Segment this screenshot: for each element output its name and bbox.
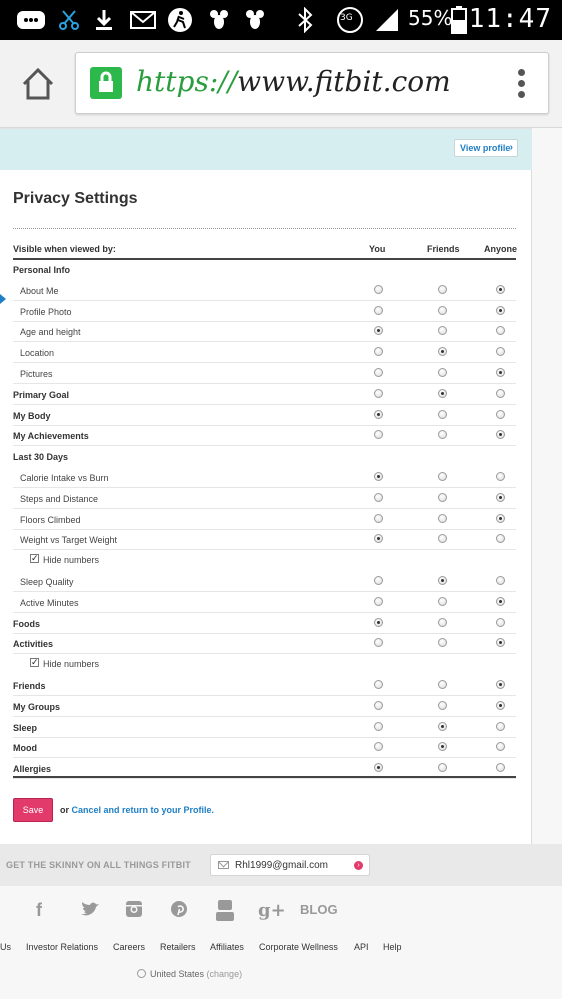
radio-anyone[interactable] (496, 368, 505, 377)
radio-anyone[interactable] (496, 514, 505, 523)
radio-friends[interactable] (438, 326, 447, 335)
radio-you[interactable] (374, 722, 383, 731)
radio-you[interactable] (374, 680, 383, 689)
radio-you[interactable] (374, 410, 383, 419)
cancel-link[interactable]: Cancel and return to your Profile. (71, 805, 215, 815)
status-bar (0, 0, 562, 40)
radio-friends[interactable] (438, 493, 447, 502)
privacy-settings-panel (0, 128, 532, 844)
table-bottom-divider (13, 776, 516, 778)
privacy-row (13, 592, 516, 613)
privacy-row (13, 633, 516, 654)
privacy-row (13, 405, 516, 426)
network-label: 3G (340, 13, 353, 23)
radio-you[interactable] (374, 618, 383, 627)
privacy-row-label: Weight vs Target Weight (20, 535, 118, 546)
country-selector (137, 969, 242, 979)
radio-friends[interactable] (438, 368, 447, 377)
privacy-row-label: Sleep Quality (20, 577, 74, 587)
google-plus-icon[interactable]: g+ (258, 900, 286, 921)
scissors-icon (56, 7, 82, 33)
message-icon (16, 7, 46, 33)
radio-you[interactable] (374, 389, 383, 398)
radio-you[interactable] (374, 347, 383, 356)
radio-friends[interactable] (438, 285, 447, 294)
url-scheme: https:// (136, 65, 238, 98)
privacy-row (13, 467, 516, 488)
privacy-row (13, 675, 516, 696)
radio-friends[interactable] (438, 597, 447, 606)
radio-anyone[interactable] (496, 472, 505, 481)
radio-friends[interactable] (438, 701, 447, 710)
newsletter-email-value: Rhl1999@gmail.com (235, 860, 328, 871)
radio-anyone[interactable] (496, 680, 505, 689)
radio-you[interactable] (374, 576, 383, 585)
privacy-row-label: Pictures (20, 369, 53, 379)
country-name: United States (150, 969, 205, 979)
privacy-row-label: About Me (20, 285, 59, 296)
privacy-row-label: Steps and Distance (20, 493, 99, 504)
web-page (0, 128, 562, 999)
privacy-row-label: Active Minutes (20, 597, 79, 608)
blog-link[interactable]: BLOG (300, 902, 338, 917)
radio-anyone[interactable] (496, 347, 505, 356)
hide-numbers-label: Hide numbers (43, 555, 100, 566)
radio-you[interactable] (374, 306, 383, 315)
privacy-row (13, 696, 516, 717)
radio-you[interactable] (374, 514, 383, 523)
radio-anyone[interactable] (496, 618, 505, 627)
lock-icon (90, 67, 122, 99)
radio-anyone[interactable] (496, 576, 505, 585)
privacy-row-label: Friends (13, 681, 46, 691)
radio-you[interactable] (374, 326, 383, 335)
privacy-row (13, 613, 516, 634)
browser-toolbar (0, 40, 562, 128)
privacy-row-label: Calorie Intake vs Burn (20, 473, 109, 483)
footer-link-affiliates[interactable]: Affiliates (210, 942, 244, 952)
radio-anyone[interactable] (496, 638, 505, 647)
privacy-row-label: My Achievements (13, 431, 89, 442)
privacy-row-label: Primary Goal (13, 389, 70, 400)
newsletter-bar (0, 844, 562, 886)
divider (13, 228, 516, 229)
instagram-icon[interactable] (125, 900, 143, 924)
battery-percent: 55% (408, 6, 453, 30)
radio-you[interactable] (374, 472, 383, 481)
privacy-row (13, 488, 516, 509)
url-host: www.fitbit.com (237, 65, 451, 98)
friends-column-header: Friends (427, 244, 460, 254)
fitness-icon (166, 7, 194, 33)
radio-anyone[interactable] (496, 722, 505, 731)
privacy-row (13, 280, 516, 301)
radio-friends[interactable] (438, 534, 447, 543)
radio-you[interactable] (374, 742, 383, 751)
radio-anyone[interactable] (496, 701, 505, 710)
save-button[interactable]: Save (13, 798, 53, 822)
view-profile-label: View profile (460, 143, 511, 153)
radio-anyone[interactable] (496, 430, 505, 439)
radio-anyone[interactable] (496, 763, 505, 772)
privacy-row (13, 425, 516, 446)
globe-icon (137, 969, 146, 978)
privacy-row (13, 384, 516, 405)
privacy-row-label: Age and height (20, 327, 81, 338)
privacy-row (13, 321, 516, 342)
privacy-row-label: Foods (13, 618, 40, 629)
more-options-icon[interactable] (518, 69, 526, 99)
envelope-icon (218, 861, 229, 869)
radio-anyone[interactable] (496, 597, 505, 606)
footer-link-api[interactable]: API (354, 942, 369, 952)
twitter-icon[interactable] (80, 900, 100, 924)
radio-you[interactable] (374, 285, 383, 294)
privacy-row-label: Last 30 Days (13, 452, 69, 463)
footer-link-retailers[interactable]: Retailers (160, 942, 196, 952)
radio-you[interactable] (374, 368, 383, 377)
facebook-icon[interactable]: f (36, 900, 42, 920)
newsletter-email-field[interactable] (210, 854, 370, 876)
radio-friends[interactable] (438, 306, 447, 315)
anyone-column-header: Anyone (484, 244, 518, 254)
privacy-row-label: Location (20, 348, 55, 359)
radio-you[interactable] (374, 597, 383, 606)
home-icon[interactable] (18, 64, 58, 104)
radio-friends[interactable] (438, 618, 447, 627)
radio-anyone[interactable] (496, 306, 505, 315)
side-arrow-icon (0, 294, 6, 304)
radio-anyone[interactable] (496, 534, 505, 543)
privacy-row-label: Allergies (13, 764, 52, 775)
footer-link-help[interactable]: Help (383, 942, 402, 952)
privacy-row (13, 301, 516, 322)
privacy-row (13, 737, 516, 758)
battery-icon (450, 7, 468, 33)
privacy-row (13, 571, 516, 592)
footer-link-careers[interactable]: Careers (113, 942, 146, 952)
radio-anyone[interactable] (496, 410, 505, 419)
radio-friends[interactable] (438, 472, 447, 481)
radio-you[interactable] (374, 430, 383, 439)
hide-numbers-checkbox[interactable]: ✓ (31, 657, 39, 668)
submit-arrow-icon[interactable]: › (354, 861, 363, 870)
radio-you[interactable] (374, 493, 383, 502)
privacy-row (13, 509, 516, 530)
footer-link-us[interactable]: Us (0, 942, 11, 952)
privacy-row-label: Activities (13, 639, 54, 650)
footer-link-corporate-wellness[interactable]: Corporate Wellness (259, 942, 338, 952)
privacy-row-label: Mood (13, 743, 37, 754)
radio-friends[interactable] (438, 514, 447, 523)
url-text (136, 65, 451, 98)
privacy-row-label: Personal Info (13, 265, 71, 275)
radio-friends[interactable] (438, 680, 447, 689)
radio-anyone[interactable] (496, 389, 505, 398)
download-icon (92, 7, 116, 33)
radio-friends[interactable] (438, 638, 447, 647)
radio-friends[interactable] (438, 410, 447, 419)
pinterest-icon[interactable] (170, 900, 188, 924)
privacy-row (13, 363, 516, 384)
chevron-right-icon: › (509, 142, 513, 153)
radio-friends[interactable] (438, 722, 447, 731)
privacy-row (13, 259, 516, 280)
cancel-line (60, 805, 214, 815)
youtube-icon[interactable] (215, 900, 235, 924)
radio-friends[interactable] (438, 430, 447, 439)
signal-icon (374, 7, 400, 33)
bee-icon (242, 7, 268, 33)
bluetooth-icon (294, 7, 316, 33)
radio-you[interactable] (374, 638, 383, 647)
url-bar[interactable] (75, 52, 549, 114)
radio-friends[interactable] (438, 576, 447, 585)
radio-friends[interactable] (438, 389, 447, 398)
bee-icon (206, 7, 232, 33)
radio-friends[interactable] (438, 742, 447, 751)
hide-numbers-label: Hide numbers (43, 659, 100, 670)
radio-anyone[interactable] (496, 285, 505, 294)
footer (0, 886, 562, 999)
radio-anyone[interactable] (496, 493, 505, 502)
radio-friends[interactable] (438, 347, 447, 356)
mail-icon (130, 7, 156, 33)
radio-you[interactable] (374, 701, 383, 710)
visibility-column-header: Visible when viewed by: (13, 244, 116, 254)
privacy-row-label: Sleep (13, 722, 38, 733)
radio-anyone[interactable] (496, 326, 505, 335)
privacy-row-label: Profile Photo (20, 306, 72, 317)
privacy-row-label: My Groups (13, 701, 61, 712)
radio-anyone[interactable] (496, 742, 505, 751)
hide-numbers-checkbox[interactable]: ✓ (31, 553, 39, 564)
newsletter-text: GET THE SKINNY ON ALL THINGS FITBIT (6, 860, 191, 870)
privacy-row-label: Floors Climbed (20, 514, 81, 525)
footer-link-investor-relations[interactable]: Investor Relations (26, 942, 99, 952)
privacy-row (13, 717, 516, 738)
hide-numbers-row (13, 550, 516, 571)
radio-you[interactable] (374, 534, 383, 543)
hide-numbers-row (13, 654, 516, 675)
change-country-link[interactable]: (change) (206, 969, 243, 979)
privacy-row (13, 446, 516, 467)
clock: 11:47 (468, 4, 552, 34)
privacy-row (13, 529, 516, 550)
privacy-row (13, 342, 516, 363)
you-column-header: You (369, 244, 386, 254)
radio-friends[interactable] (438, 763, 447, 772)
view-profile-button[interactable] (454, 139, 518, 157)
privacy-row-label: My Body (13, 410, 51, 421)
or-text: or (60, 805, 69, 815)
profile-header-band (0, 128, 532, 170)
page-title: Privacy Settings (13, 190, 138, 207)
radio-you[interactable] (374, 763, 383, 772)
